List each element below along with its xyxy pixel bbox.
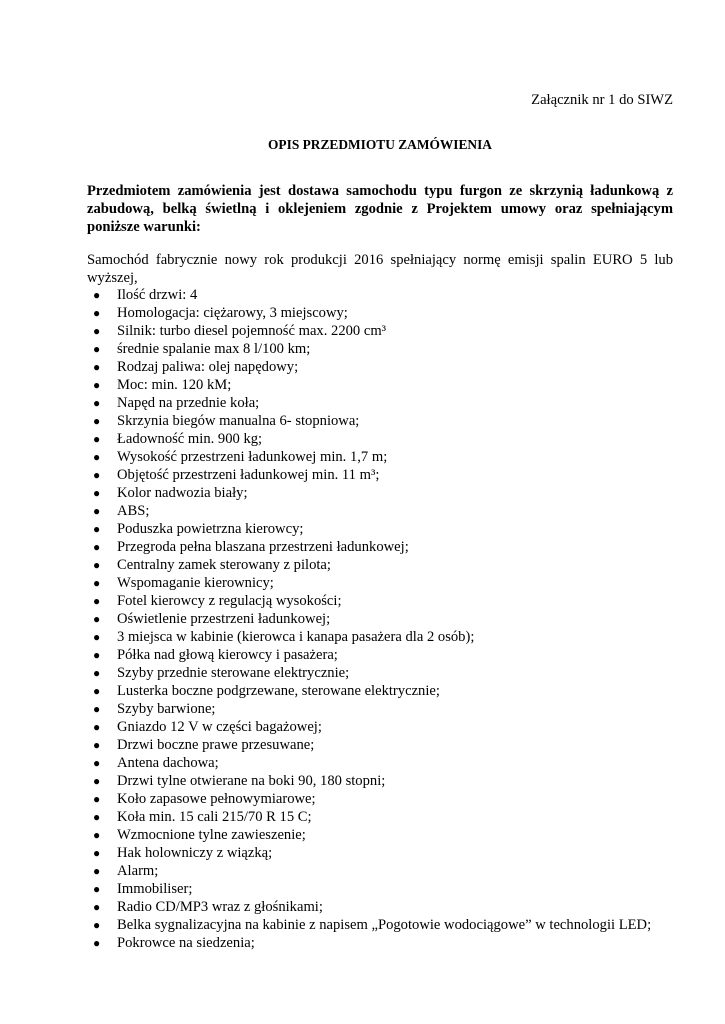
bullet-dot-icon: ● [93, 828, 101, 842]
requirements-list [87, 286, 673, 952]
requirement-text: Moc: min. 120 kM; [117, 377, 232, 393]
lead-paragraph: Przedmiotem zamówienia jest dostawa samochodu typu furgon ze skrzynią ładunkową z zabudową, belką świetlną i oklejeniem zgodnie z Projektem umowy oraz spełniającym poniższe warunki: [87, 183, 673, 235]
bullet-dot-icon: ● [93, 882, 101, 896]
bullet-dot-icon: ● [93, 288, 101, 302]
requirement-item [87, 754, 673, 772]
requirement-text: ABS; [117, 503, 150, 519]
requirement-text: 3 miejsca w kabinie (kierowca i kanapa pasażera dla 2 osób); [117, 629, 475, 645]
bullet-dot-icon: ● [93, 720, 101, 734]
bullet-dot-icon: ● [93, 378, 101, 392]
bullet-dot-icon: ● [93, 648, 101, 662]
requirement-item [87, 646, 673, 664]
requirement-text: Oświetlenie przestrzeni ładunkowej; [117, 611, 331, 627]
requirement-text: Szyby przednie sterowane elektrycznie; [117, 665, 350, 681]
requirement-item [87, 718, 673, 736]
requirement-item [87, 448, 673, 466]
bullet-dot-icon: ● [93, 864, 101, 878]
bullet-dot-icon: ● [93, 612, 101, 626]
requirement-item [87, 484, 673, 502]
requirement-item [87, 736, 673, 754]
bullet-dot-icon: ● [93, 486, 101, 500]
requirement-item [87, 682, 673, 700]
requirement-text: Napęd na przednie koła; [117, 395, 260, 411]
requirement-text: Silnik: turbo diesel pojemność max. 2200 cm³ [117, 323, 387, 339]
requirement-item [87, 916, 673, 934]
requirement-item [87, 610, 673, 628]
requirement-item [87, 844, 673, 862]
requirement-item [87, 592, 673, 610]
bullet-dot-icon: ● [93, 774, 101, 788]
requirement-item [87, 304, 673, 322]
requirement-item [87, 556, 673, 574]
requirement-text: Skrzynia biegów manualna 6- stopniowa; [117, 413, 360, 429]
bullet-dot-icon: ● [93, 324, 101, 338]
requirement-item [87, 880, 673, 898]
document-title: OPIS PRZEDMIOTU ZAMÓWIENIA [268, 137, 492, 152]
requirement-text: Koło zapasowe pełnowymiarowe; [117, 791, 316, 807]
bullet-dot-icon: ● [93, 306, 101, 320]
bullet-dot-icon: ● [93, 810, 101, 824]
bullet-dot-icon: ● [93, 576, 101, 590]
requirement-text: Fotel kierowcy z regulacją wysokości; [117, 593, 342, 609]
bullet-dot-icon: ● [93, 594, 101, 608]
bullet-dot-icon: ● [93, 342, 101, 356]
bullet-dot-icon: ● [93, 702, 101, 716]
bullet-dot-icon: ● [93, 396, 101, 410]
bullet-dot-icon: ● [93, 360, 101, 374]
requirement-item [87, 700, 673, 718]
requirement-item [87, 430, 673, 448]
requirement-item [87, 538, 673, 556]
requirement-item [87, 790, 673, 808]
requirement-text: Drzwi tylne otwierane na boki 90, 180 stopni; [117, 773, 386, 789]
requirement-text: Rodzaj paliwa: olej napędowy; [117, 359, 299, 375]
bullet-dot-icon: ● [93, 936, 101, 950]
requirement-item [87, 664, 673, 682]
requirement-text: Wspomaganie kierownicy; [117, 575, 274, 591]
bullet-dot-icon: ● [93, 414, 101, 428]
requirement-item [87, 826, 673, 844]
requirement-item [87, 808, 673, 826]
bullet-dot-icon: ● [93, 846, 101, 860]
requirement-text: Ilość drzwi: 4 [117, 287, 198, 303]
requirement-text: Poduszka powietrzna kierowcy; [117, 521, 304, 537]
requirement-text: Hak holowniczy z wiązką; [117, 845, 273, 861]
requirement-text: Półka nad głową kierowcy i pasażera; [117, 647, 338, 663]
requirement-text: Immobiliser; [117, 881, 193, 897]
requirement-text: Centralny zamek sterowany z pilota; [117, 557, 331, 573]
requirement-text: Koła min. 15 cali 215/70 R 15 C; [117, 809, 312, 825]
requirement-item [87, 466, 673, 484]
bullet-dot-icon: ● [93, 450, 101, 464]
bullet-dot-icon: ● [93, 522, 101, 536]
bullet-dot-icon: ● [93, 918, 101, 932]
bullet-dot-icon: ● [93, 684, 101, 698]
intro-paragraph: Samochód fabrycznie nowy rok produkcji 2016 spełniający normę emisji spalin EURO 5 lub wyższej, [87, 252, 673, 286]
requirement-text: Przegroda pełna blaszana przestrzeni ładunkowej; [117, 539, 409, 555]
requirement-text: Radio CD/MP3 wraz z głośnikami; [117, 899, 323, 915]
requirement-text: Belka sygnalizacyjna na kabinie z napisem „Pogotowie wodociągowe” w technologii LED; [117, 917, 652, 933]
bullet-dot-icon: ● [93, 540, 101, 554]
requirement-item [87, 628, 673, 646]
bullet-dot-icon: ● [93, 432, 101, 446]
requirement-text: Alarm; [117, 863, 159, 879]
bullet-dot-icon: ● [93, 630, 101, 644]
requirement-item [87, 862, 673, 880]
requirement-text: Antena dachowa; [117, 755, 219, 771]
requirement-item [87, 394, 673, 412]
requirement-text: Gniazdo 12 V w części bagażowej; [117, 719, 322, 735]
requirement-text: Pokrowce na siedzenia; [117, 935, 255, 951]
requirement-item [87, 502, 673, 520]
requirement-item [87, 340, 673, 358]
requirement-item [87, 520, 673, 538]
annex-label: Załącznik nr 1 do SIWZ [531, 92, 673, 108]
bullet-dot-icon: ● [93, 738, 101, 752]
requirement-text: Lusterka boczne podgrzewane, sterowane elektrycznie; [117, 683, 440, 699]
requirement-text: Wzmocnione tylne zawieszenie; [117, 827, 306, 843]
requirement-item [87, 574, 673, 592]
bullet-dot-icon: ● [93, 756, 101, 770]
requirement-text: Homologacja: ciężarowy, 3 miejscowy; [117, 305, 348, 321]
bullet-dot-icon: ● [93, 468, 101, 482]
requirement-text: Drzwi boczne prawe przesuwane; [117, 737, 315, 753]
requirement-item [87, 934, 673, 952]
requirement-text: Wysokość przestrzeni ładunkowej min. 1,7 m; [117, 449, 388, 465]
bullet-dot-icon: ● [93, 792, 101, 806]
bullet-dot-icon: ● [93, 900, 101, 914]
requirement-text: Szyby barwione; [117, 701, 216, 717]
requirement-item [87, 376, 673, 394]
requirement-item [87, 358, 673, 376]
requirement-item [87, 322, 673, 340]
bullet-dot-icon: ● [93, 666, 101, 680]
requirement-text: Ładowność min. 900 kg; [117, 431, 263, 447]
requirement-item [87, 772, 673, 790]
requirement-text: Objętość przestrzeni ładunkowej min. 11 m³; [117, 467, 380, 483]
requirement-item [87, 286, 673, 304]
requirement-text: Kolor nadwozia biały; [117, 485, 248, 501]
requirement-item [87, 898, 673, 916]
bullet-dot-icon: ● [93, 558, 101, 572]
requirement-text: średnie spalanie max 8 l/100 km; [117, 341, 311, 357]
bullet-dot-icon: ● [93, 504, 101, 518]
requirement-item [87, 412, 673, 430]
